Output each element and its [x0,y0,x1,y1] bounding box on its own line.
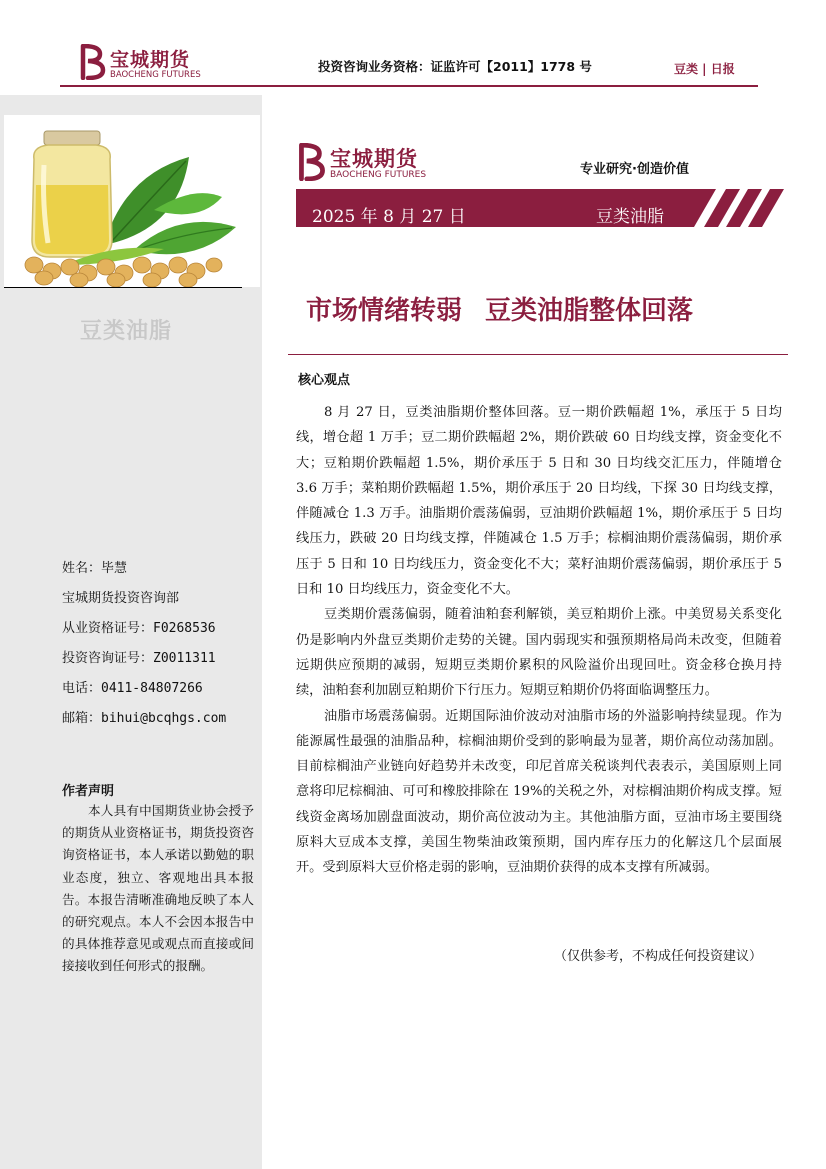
banner-brand-cn: 宝城期货 [330,147,418,171]
report-body [296,400,782,881]
qualification-text: 投资咨询业务资格：证监许可【2011】1778 号 [318,59,592,74]
declaration-title: 作者声明 [62,784,115,799]
report-date: 2025 年 8 月 27 日 [312,207,466,227]
banner-logo-icon [298,143,326,181]
declaration-text: 本人具有中国期货业协会授予的期货从业资格证书，期货投资咨询资格证书，本人承诺以勤勉的职业态度，独立、客观地出具本报告。本报告清晰准确地反映了本人的研究观点。本人不会因本报告中的具体推荐意见或观点而直接或间接接收到任何形式的报酬。 [62,803,254,974]
report-category: 豆类 | 日报 [674,62,735,76]
core-view-label: 核心观点 [298,373,351,388]
slogan: 专业研究·创造价值 [580,162,689,177]
title-divider [288,354,788,355]
brand-name-cn: 宝城期货 [110,49,191,71]
brand-name-en: BAOCHENG FUTURES [110,70,201,80]
sidebar-title: 豆类油脂 [80,319,173,344]
author-name: 姓名：毕慧 [62,561,128,576]
soybean-oil-image [4,115,260,287]
banner-category: 豆类油脂 [596,207,664,227]
author-license: 从业资格证号：F0268536 [62,621,216,636]
body-paragraph: 8 月 27 日，豆类油脂期价整体回落。豆一期价跌幅超 1%，承压于 5 日均线，增仓超 1 万手；豆二期价跌幅超 2%，期价跌破 60 日均线支撑，资金变化不大；豆粕期价跌幅超 1.5%，期价承压于 5 日和 30 日均线交汇压力，伴随增仓 3.6 万手；菜粕期价跌幅超 1.5%，期价承压于 20 日均线，下探 30 日均线支撑，伴随减仓 1.3 万手。油脂期价震荡偏弱，豆油期价跌幅超 1%，期价承压于 5 日均线压力，跌破 20 日均线支撑，伴随减仓 1.5 万手；棕榈油期价震荡偏弱，期价承压于 5 日和 10 日均线压力，资金变化不大；菜籽油期价震荡偏弱，期价承压于 5 日和 10 日均线压力，资金变化不大。 [296,405,782,598]
brand-logo [80,44,210,84]
disclaimer: （仅供参考，不构成任何投资建议） [554,949,763,964]
report-title: 市场情绪转弱 豆类油脂整体回落 [306,296,694,326]
banner-brand-en: BAOCHENG FUTURES [330,170,427,180]
author-phone: 电话：0411-84807266 [62,681,203,696]
sidebar-divider [4,287,242,288]
banner-logo [298,143,468,183]
author-department: 宝城期货投资咨询部 [62,591,180,606]
brand-logo-icon [80,44,106,80]
author-consult-license: 投资咨询证号：Z0011311 [62,651,216,666]
header-divider [60,85,758,87]
body-paragraph: 豆类期价震荡偏弱，随着油粕套利解锁，美豆粕期价上涨。中美贸易关系变化仍是影响内外盘豆类期价走势的关键。国内弱现实和强预期格局尚未改变，但随着远期供应预期的减弱，短期豆类期价累积的风险溢价出现回吐。资金移仓换月持续，油粕套利加剧豆粕期价下行压力。短期豆粕期价仍将面临调整压力。 [296,607,782,699]
body-paragraph: 油脂市场震荡偏弱。近期国际油价波动对油脂市场的外溢影响持续显现。作为能源属性最强的油脂品种，棕榈油期价受到的影响最为显著，期价高位动荡加剧。目前棕榈油产业链向好趋势并未改变，印尼首席关税谈判代表表示，美国原则上同意将印尼棕榈油、可可和橡胶排除在 19%的关税之外，对棕榈油期价构成支撑。短线资金离场加剧盘面波动，期价高位波动为主。其他油脂方面，豆油市场主要围绕原料大豆成本支撑，美国生物柴油政策预期，国内库存压力的化解这几个层面展开。受到原料大豆价格走弱的影响，豆油期价获得的成本支撑有所减弱。 [296,708,782,876]
author-email: 邮箱：bihui@bcqhgs.com [62,711,227,726]
